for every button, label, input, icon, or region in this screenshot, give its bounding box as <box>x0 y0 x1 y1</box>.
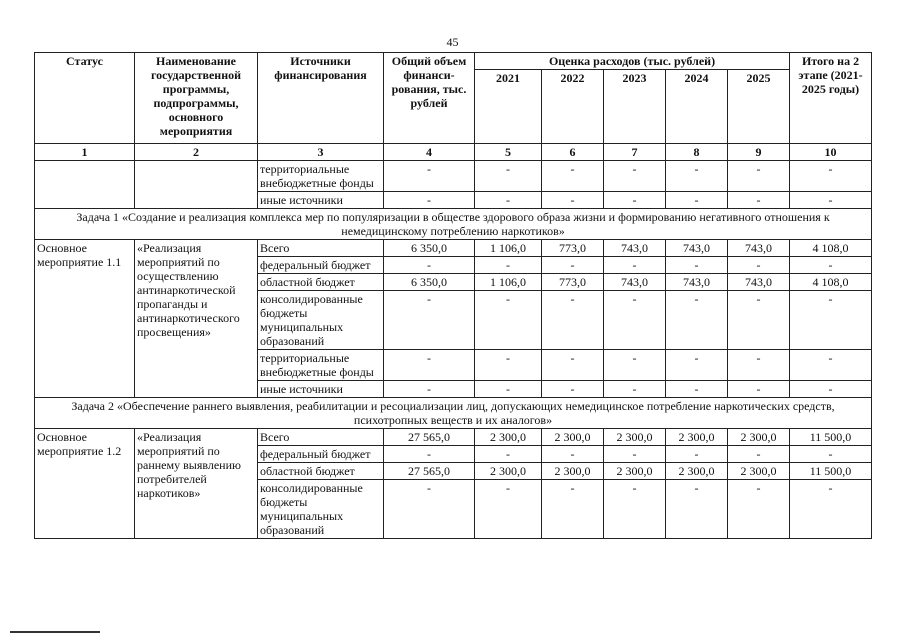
value-cell: 2 300,0 <box>604 463 666 480</box>
column-index: 8 <box>666 144 728 161</box>
header-estimate: Оценка расходов (тыс. рублей) <box>475 53 790 70</box>
value-cell: - <box>790 350 872 381</box>
empty-program-cell <box>135 161 258 209</box>
value-cell: 27 565,0 <box>384 463 475 480</box>
header-row <box>35 53 872 70</box>
value-cell: - <box>475 257 542 274</box>
value-cell: - <box>475 480 542 539</box>
source-cell: областной бюджет <box>258 274 384 291</box>
value-cell: - <box>384 291 475 350</box>
value-cell: - <box>666 291 728 350</box>
value-cell: 4 108,0 <box>790 274 872 291</box>
scan-edge-line <box>10 631 100 633</box>
table-row <box>35 429 872 446</box>
value-cell: - <box>728 257 790 274</box>
source-cell: консолидированные бюджеты муниципальных образований <box>258 480 384 539</box>
value-cell: - <box>475 161 542 192</box>
header-sources: Источники финансирования <box>258 53 384 144</box>
task-heading-row <box>35 209 872 240</box>
value-cell: 2 300,0 <box>728 429 790 446</box>
task1-title: Задача 1 «Создание и реализация комплекса мер по популяризации в обществе здорового образа жизни и формированию негативного отношения к немедицинскому потреблению наркотиков» <box>35 209 872 240</box>
value-cell: 6 350,0 <box>384 240 475 257</box>
value-cell: - <box>542 257 604 274</box>
value-cell: 2 300,0 <box>542 429 604 446</box>
task1-status: Основное мероприятие 1.1 <box>35 240 135 398</box>
table-row <box>35 240 872 257</box>
source-cell: федеральный бюджет <box>258 446 384 463</box>
task1-name: «Реализация мероприятий по осуществлению антинаркотической пропаганды и антинаркотического просвещения» <box>135 240 258 398</box>
value-cell: 2 300,0 <box>604 429 666 446</box>
empty-status-cell <box>35 161 135 209</box>
value-cell: - <box>728 291 790 350</box>
value-cell: - <box>475 381 542 398</box>
column-index: 5 <box>475 144 542 161</box>
value-cell: 11 500,0 <box>790 463 872 480</box>
value-cell: 2 300,0 <box>475 429 542 446</box>
header-final: Итого на 2 этапе (2021-2025 годы) <box>790 53 872 144</box>
value-cell: - <box>384 350 475 381</box>
value-cell: - <box>666 257 728 274</box>
header-year: 2024 <box>666 70 728 144</box>
source-cell: Всего <box>258 240 384 257</box>
source-cell: консолидированные бюджеты муниципальных образований <box>258 291 384 350</box>
value-cell: - <box>666 446 728 463</box>
value-cell: - <box>790 291 872 350</box>
value-cell: - <box>475 192 542 209</box>
value-cell: - <box>384 446 475 463</box>
header-status: Статус <box>35 53 135 144</box>
value-cell: 743,0 <box>604 274 666 291</box>
value-cell: 743,0 <box>666 274 728 291</box>
value-cell: 743,0 <box>728 240 790 257</box>
value-cell: - <box>790 161 872 192</box>
value-cell: - <box>790 446 872 463</box>
value-cell: - <box>666 192 728 209</box>
column-index: 9 <box>728 144 790 161</box>
value-cell: - <box>790 257 872 274</box>
value-cell: 773,0 <box>542 274 604 291</box>
value-cell: 743,0 <box>604 240 666 257</box>
column-index: 2 <box>135 144 258 161</box>
value-cell: 11 500,0 <box>790 429 872 446</box>
value-cell: - <box>604 257 666 274</box>
source-cell: иные источники <box>258 192 384 209</box>
value-cell: - <box>666 381 728 398</box>
value-cell: - <box>475 350 542 381</box>
value-cell: 1 106,0 <box>475 240 542 257</box>
value-cell: 2 300,0 <box>666 463 728 480</box>
value-cell: 773,0 <box>542 240 604 257</box>
value-cell: - <box>542 192 604 209</box>
value-cell: 743,0 <box>728 274 790 291</box>
column-index: 7 <box>604 144 666 161</box>
task2-status: Основное мероприятие 1.2 <box>35 429 135 539</box>
value-cell: - <box>666 480 728 539</box>
value-cell: 6 350,0 <box>384 274 475 291</box>
page-number: 45 <box>446 35 459 49</box>
value-cell: - <box>542 446 604 463</box>
header-year: 2021 <box>475 70 542 144</box>
value-cell: - <box>604 381 666 398</box>
value-cell: - <box>542 350 604 381</box>
value-cell: 2 300,0 <box>542 463 604 480</box>
column-index: 6 <box>542 144 604 161</box>
value-cell: - <box>542 161 604 192</box>
value-cell: - <box>790 480 872 539</box>
column-index: 1 <box>35 144 135 161</box>
header-year: 2025 <box>728 70 790 144</box>
column-index: 3 <box>258 144 384 161</box>
value-cell: - <box>790 381 872 398</box>
source-cell: иные источники <box>258 381 384 398</box>
value-cell: - <box>542 480 604 539</box>
header-year: 2022 <box>542 70 604 144</box>
value-cell: - <box>384 192 475 209</box>
value-cell: - <box>604 192 666 209</box>
value-cell: - <box>728 161 790 192</box>
value-cell: - <box>604 446 666 463</box>
header-year: 2023 <box>604 70 666 144</box>
value-cell: 4 108,0 <box>790 240 872 257</box>
value-cell: - <box>604 480 666 539</box>
value-cell: - <box>384 161 475 192</box>
value-cell: 2 300,0 <box>666 429 728 446</box>
value-cell: 2 300,0 <box>728 463 790 480</box>
task2-name: «Реализация мероприятий по раннему выявлению потребителей наркотиков» <box>135 429 258 539</box>
value-cell: - <box>728 192 790 209</box>
value-cell: - <box>542 291 604 350</box>
budget-table <box>34 52 872 539</box>
value-cell: - <box>728 480 790 539</box>
value-cell: - <box>604 350 666 381</box>
value-cell: - <box>728 446 790 463</box>
value-cell: - <box>604 161 666 192</box>
task-heading-row <box>35 398 872 429</box>
value-cell: 2 300,0 <box>475 463 542 480</box>
value-cell: 1 106,0 <box>475 274 542 291</box>
column-index: 4 <box>384 144 475 161</box>
source-cell: областной бюджет <box>258 463 384 480</box>
value-cell: - <box>790 192 872 209</box>
value-cell: - <box>384 480 475 539</box>
value-cell: - <box>542 381 604 398</box>
value-cell: 27 565,0 <box>384 429 475 446</box>
column-index: 10 <box>790 144 872 161</box>
source-cell: федеральный бюджет <box>258 257 384 274</box>
table-row <box>35 161 872 192</box>
task2-title: Задача 2 «Обеспечение раннего выявления, реабилитации и ресоциализации лиц, допускающих немедицинское потребление наркотических средств, психотропных веществ и их аналогов» <box>35 398 872 429</box>
value-cell: - <box>475 446 542 463</box>
value-cell: - <box>475 291 542 350</box>
value-cell: 743,0 <box>666 240 728 257</box>
value-cell: - <box>666 350 728 381</box>
column-index-row <box>35 144 872 161</box>
source-cell: территориальные внебюджетные фонды <box>258 350 384 381</box>
value-cell: - <box>604 291 666 350</box>
header-program: Наименование государственной программы, подпрограммы, основного мероприятия <box>135 53 258 144</box>
value-cell: - <box>728 381 790 398</box>
value-cell: - <box>666 161 728 192</box>
source-cell: Всего <box>258 429 384 446</box>
header-total: Общий объем финанси-рования, тыс. рублей <box>384 53 475 144</box>
value-cell: - <box>728 350 790 381</box>
value-cell: - <box>384 381 475 398</box>
source-cell: территориальные внебюджетные фонды <box>258 161 384 192</box>
value-cell: - <box>384 257 475 274</box>
